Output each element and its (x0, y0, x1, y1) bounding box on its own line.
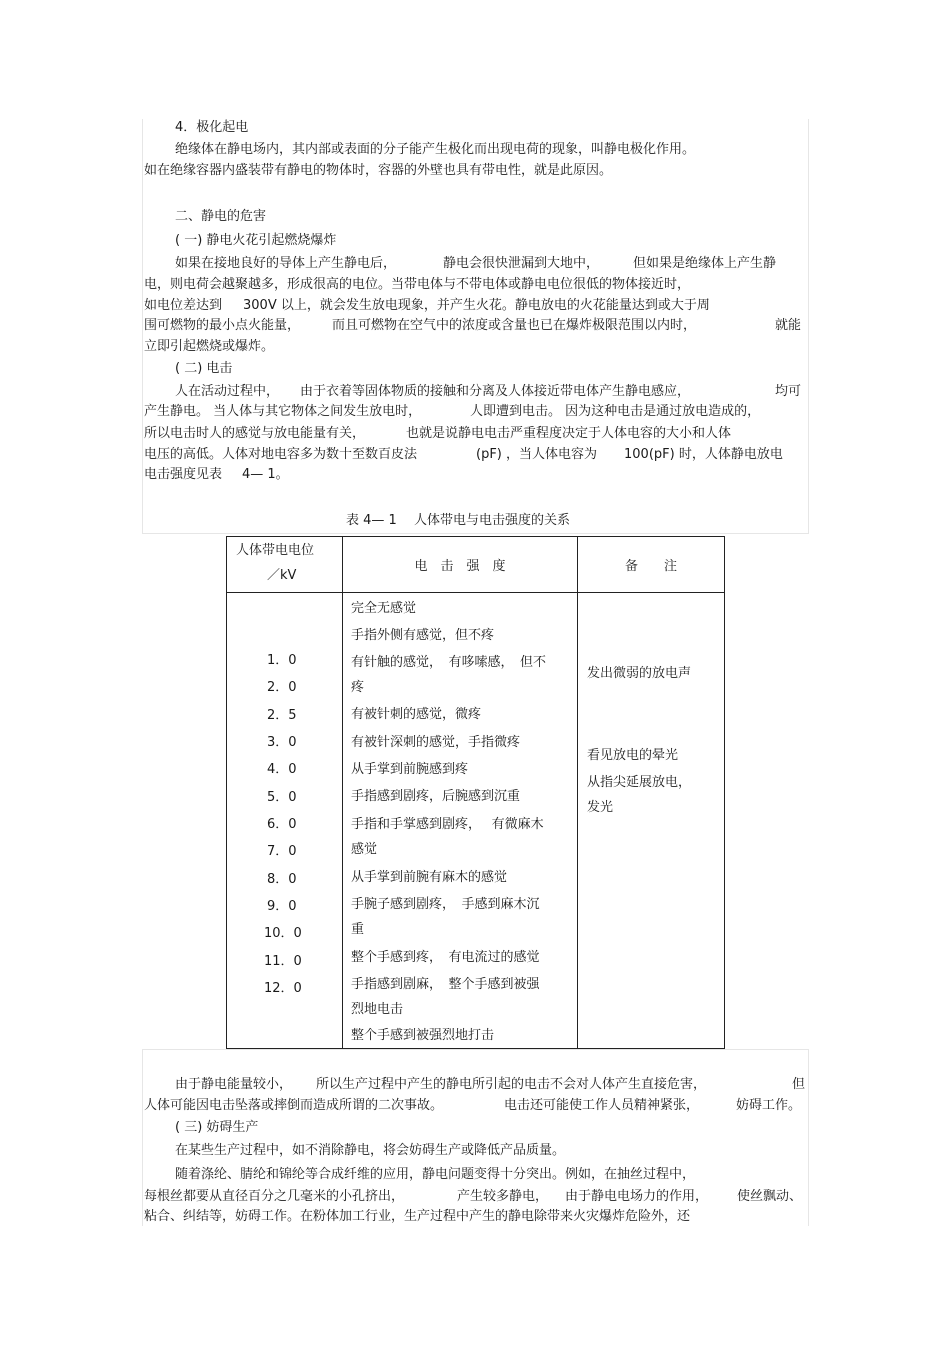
intensity-line: 有针触的感觉， 有哆嗦感， 但不 (351, 655, 547, 670)
paragraph-line: 但 (792, 1077, 806, 1092)
table-caption: 表 4— 1 人体带电与电击强度的关系 (346, 513, 570, 528)
paragraph-line: 也就是说静电电击严重程度决定于人体电容的大小和人体 (406, 426, 732, 441)
header-voltage-line1: 人体带电电位 (236, 543, 315, 558)
voltage-value: 7．0 (267, 844, 297, 859)
voltage-value: 11．0 (264, 954, 302, 969)
paragraph-line: 而且可燃物在空气中的浓度或含量也已在爆炸极限范围以内时， (332, 318, 697, 333)
intensity-line: 从手掌到前腕有麻木的感觉 (351, 870, 508, 885)
paragraph-line: 随着涤纶、腈纶和锦纶等合成纤维的应用，静电问题变得十分突出。例如，在抽丝过程中， (175, 1167, 696, 1182)
remarks-column (578, 593, 725, 1049)
paragraph-line: 粘合、纠结等，妨碍工作。在粉体加工行业，生产过程中产生的静电除带来火灾爆炸危险外，还 (144, 1209, 691, 1224)
paragraph-line: 均可 (775, 384, 802, 399)
voltage-value: 5．0 (267, 790, 297, 805)
paragraph-line: 产生静电。 当人体与其它物体之间发生放电时， (144, 404, 422, 419)
paragraph-line: 绝缘体在静电场内，其内部或表面的分子能产生极化而出现电荷的现象，叫静电极化作用。 (175, 142, 696, 157)
voltage-value: 12．0 (264, 981, 302, 996)
paragraph-line: 妨碍工作。 (736, 1098, 802, 1113)
paragraph-line: 人在活动过程中， (175, 384, 280, 399)
paragraph-line: 如果在接地良好的导体上产生静电后， (175, 256, 397, 271)
intensity-line: 烈地电击 (351, 1002, 404, 1017)
intensity-line: 有被针深刺的感觉，手指微疼 (351, 735, 521, 750)
intensity-line: 整个手感到疼， 有电流过的感觉 (351, 950, 540, 965)
intensity-line: 整个手感到被强烈地打击 (351, 1028, 495, 1043)
section-heading-hazards: 二、静电的危害 (175, 209, 267, 224)
intensity-line: 手指和手掌感到剧疼， 有微麻木 (351, 817, 544, 832)
paragraph-line: 产生较多静电， (457, 1189, 549, 1204)
paragraph-line: 电击强度见表 (144, 467, 223, 482)
intensity-line: 疼 (351, 680, 365, 695)
paragraph-line: 100(pF) 时，人体静电放电 (624, 447, 783, 462)
subheading-spark: ( 一) 静电火花引起燃烧爆炸 (175, 233, 337, 248)
intensity-line: 从手掌到前腕感到疼 (351, 762, 469, 777)
voltage-value: 6．0 (267, 817, 297, 832)
voltage-column (227, 593, 343, 1049)
voltage-value: 3．0 (267, 735, 297, 750)
intensity-line: 完全无感觉 (351, 601, 417, 616)
paragraph-line: 静电会很快泄漏到大地中， (443, 256, 600, 271)
header-voltage (227, 537, 343, 593)
paragraph-line: 所以电击时人的感觉与放电能量有关， (144, 426, 366, 441)
intensity-line: 重 (351, 922, 365, 937)
paragraph-line: 人体可能因电击坠落或摔倒而造成所谓的二次事故。 (144, 1098, 444, 1113)
paragraph-line: 300V 以上，就会发生放电现象，并产生火花。静电放电的火花能量达到或大于周 (243, 298, 710, 313)
remark-line: 看见放电的晕光 (587, 748, 679, 763)
header-voltage-unit: ／kV (267, 568, 297, 583)
voltage-value: 4．0 (267, 762, 297, 777)
intensity-line: 手指感到剧疼，后腕感到沉重 (351, 789, 521, 804)
header-remarks: 备 注 (578, 537, 725, 593)
paragraph-line: 4— 1。 (242, 467, 289, 482)
paragraph-line: 使丝飘动、 (737, 1189, 803, 1204)
subheading-production: ( 三) 妨碍生产 (175, 1120, 259, 1135)
voltage-value: 9．0 (267, 899, 297, 914)
paragraph-line: 立即引起燃烧或爆炸。 (144, 339, 275, 354)
voltage-value: 8．0 (267, 872, 297, 887)
paragraph-line: 每根丝都要从直径百分之几毫米的小孔挤出， (144, 1189, 405, 1204)
paragraph-line: 但如果是绝缘体上产生静 (633, 256, 777, 271)
intensity-column (343, 593, 578, 1049)
intensity-line: 有被针刺的感觉，微疼 (351, 707, 482, 722)
paragraph-line: 人即遭到电击。 因为这种电击是通过放电造成的， (470, 404, 761, 419)
intensity-line: 手指外侧有感觉，但不疼 (351, 628, 495, 643)
paragraph-line: (pF) ，当人体电容为 (476, 447, 598, 462)
paragraph-line: 电，则电荷会越聚越多，形成很高的电位。当带电体与不带电体或静电电位很低的物体接近时， (144, 277, 691, 292)
paragraph-line: 围可燃物的最小点火能量， (144, 318, 301, 333)
paragraph-line: 如电位差达到 (144, 298, 223, 313)
paragraph-line: 所以生产过程中产生的静电所引起的电击不会对人体产生直接危害， (316, 1077, 707, 1092)
paragraph-line: 由于衣着等固体物质的接触和分离及人体接近带电体产生静电感应， (300, 384, 691, 399)
intensity-line: 感觉 (351, 842, 378, 857)
subheading-shock: ( 二) 电击 (175, 361, 233, 376)
voltage-value: 2．5 (267, 708, 297, 723)
paragraph-line: 电压的高低。人体对地电容多为数十至数百皮法 (144, 447, 418, 462)
intensity-line: 手腕子感到剧疼， 手感到麻木沉 (351, 897, 540, 912)
paragraph-line: 在某些生产过程中，如不消除静电，将会妨碍生产或降低产品质量。 (175, 1143, 566, 1158)
paragraph-line: 由于静电电场力的作用， (565, 1189, 709, 1204)
remark-line: 发光 (587, 800, 614, 815)
voltage-value: 2．0 (267, 680, 297, 695)
remark-line: 发出微弱的放电声 (587, 666, 692, 681)
paragraph-line: 由于静电能量较小， (175, 1077, 293, 1092)
intensity-line: 手指感到剧麻， 整个手感到被强 (351, 977, 540, 992)
paragraph-line: 如在绝缘容器内盛装带有静电的物体时，容器的外壁也具有带电性，就是此原因。 (144, 163, 613, 178)
shock-intensity-table (226, 536, 725, 1049)
voltage-value: 1．0 (267, 653, 297, 668)
voltage-value: 10．0 (264, 926, 302, 941)
paragraph-line: 就能 (775, 318, 802, 333)
remark-line: 从指尖延展放电， (587, 775, 692, 790)
header-intensity: 电 击 强 度 (343, 537, 578, 593)
heading-polarization: 4．极化起电 (175, 120, 249, 135)
paragraph-line: 电击还可能使工作人员精神紧张， (504, 1098, 700, 1113)
